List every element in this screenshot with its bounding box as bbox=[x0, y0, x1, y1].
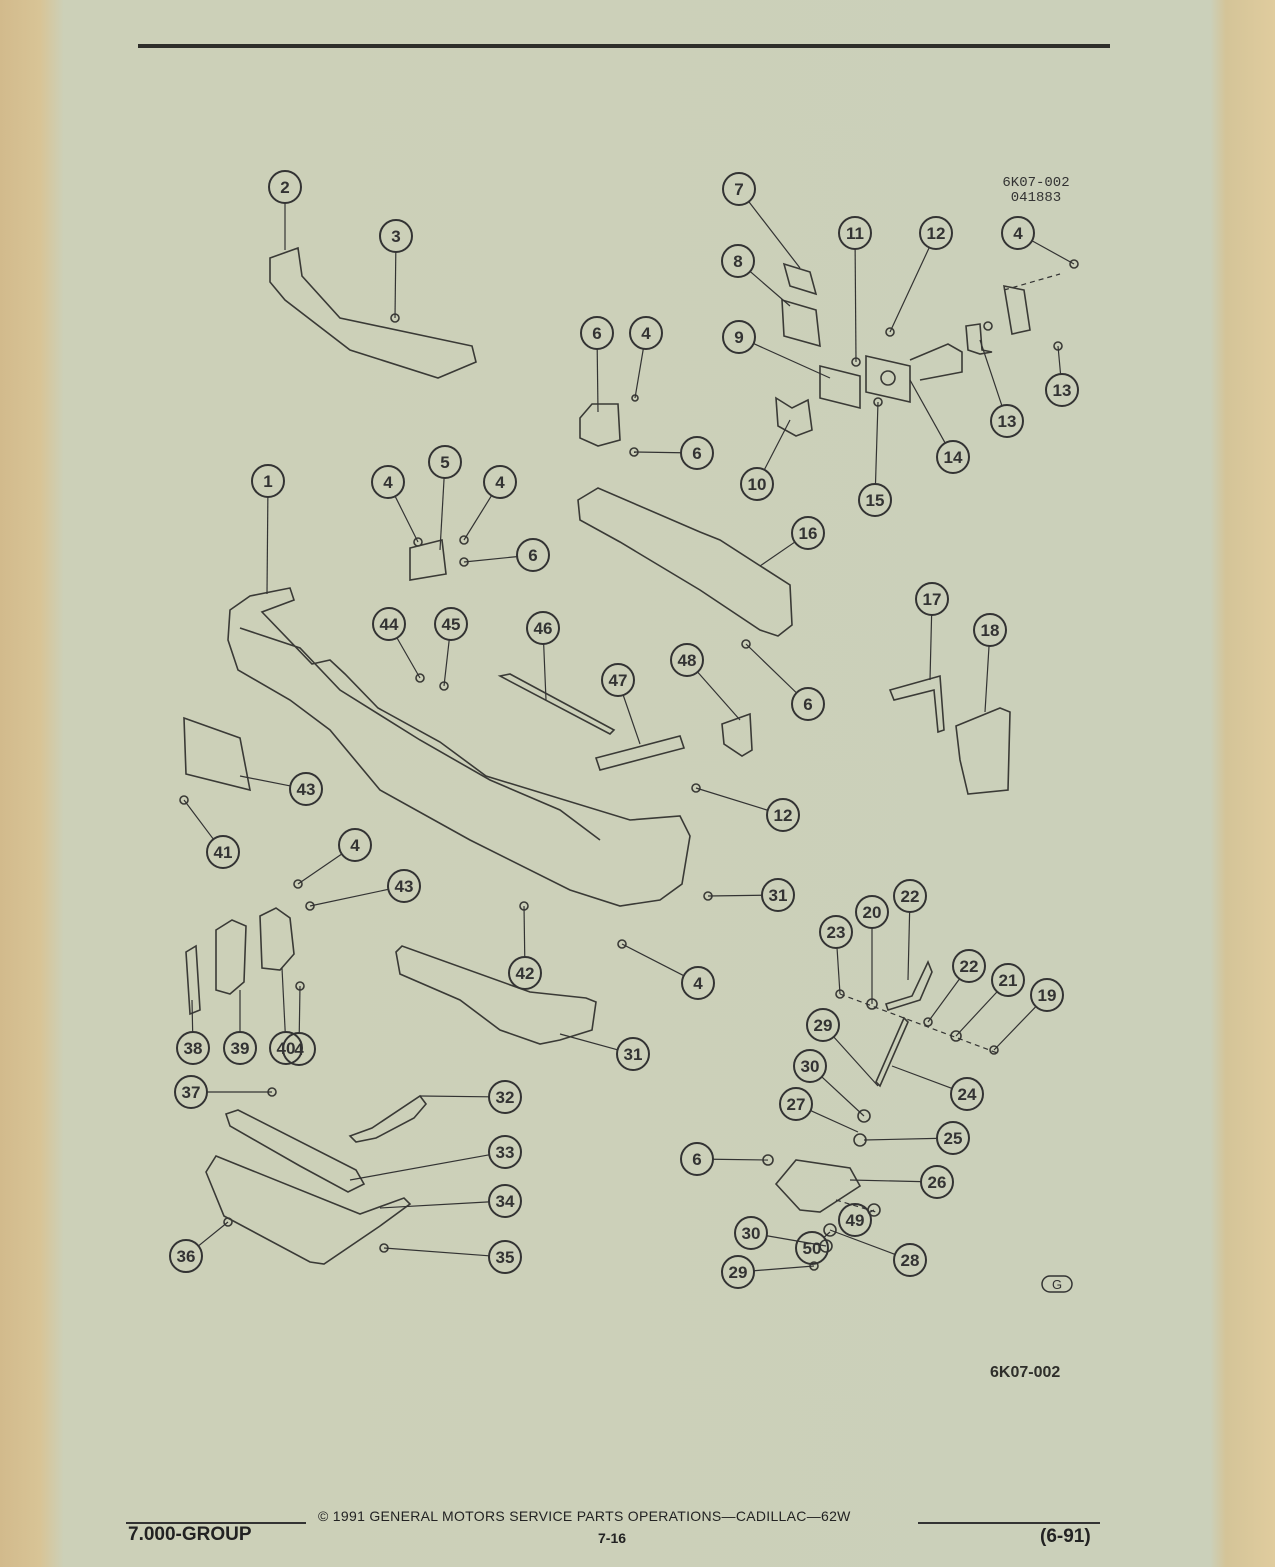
callout-10 bbox=[741, 468, 773, 500]
callout-number: 45 bbox=[441, 615, 461, 634]
callout-4 bbox=[372, 466, 404, 498]
callout-number: 4 bbox=[383, 473, 393, 492]
part-7-drawing bbox=[580, 404, 620, 446]
leader-36 bbox=[198, 1222, 228, 1246]
callout-1 bbox=[252, 465, 284, 497]
leader-12 bbox=[696, 788, 768, 810]
leader-25 bbox=[864, 1138, 937, 1140]
callout-48 bbox=[671, 644, 703, 676]
assembly-line-upper bbox=[840, 994, 1000, 1054]
callout-9 bbox=[723, 321, 755, 353]
part-11-drawing bbox=[776, 398, 812, 436]
callout-number: 29 bbox=[813, 1016, 833, 1035]
callout-number: 23 bbox=[826, 923, 846, 942]
callout-number: 35 bbox=[495, 1248, 515, 1267]
callout-number: 31 bbox=[623, 1045, 643, 1064]
leader-31 bbox=[708, 895, 762, 896]
callout-number: 49 bbox=[845, 1211, 865, 1230]
part-9-drawing bbox=[782, 300, 820, 346]
callout-27 bbox=[780, 1088, 812, 1120]
leader-22 bbox=[928, 979, 960, 1022]
callout-22 bbox=[953, 950, 985, 982]
leader-23 bbox=[837, 948, 840, 994]
footer-copyright: © 1991 GENERAL MOTORS SERVICE PARTS OPERATIONS—CADILLAC—62W bbox=[318, 1508, 851, 1524]
callout-42 bbox=[509, 957, 541, 989]
leader-31 bbox=[560, 1034, 618, 1050]
leader-6 bbox=[746, 644, 797, 693]
callout-18 bbox=[974, 614, 1006, 646]
part-1-lip bbox=[240, 628, 600, 840]
callout-number: 27 bbox=[786, 1095, 806, 1114]
leader-40 bbox=[282, 968, 285, 1032]
part-34-drawing bbox=[350, 1096, 426, 1142]
leader-10 bbox=[764, 420, 790, 470]
callout-number: 4 bbox=[294, 1040, 304, 1059]
part-24-drawing bbox=[886, 962, 932, 1010]
callout-6 bbox=[581, 317, 613, 349]
callout-30 bbox=[794, 1050, 826, 1082]
leader-19 bbox=[994, 1007, 1036, 1050]
callout-number: 11 bbox=[846, 224, 864, 243]
leader-35 bbox=[384, 1248, 489, 1256]
callout-5 bbox=[429, 446, 461, 478]
callout-number: 40 bbox=[276, 1039, 296, 1058]
footer-rule-right bbox=[918, 1522, 1100, 1524]
callout-2 bbox=[269, 171, 301, 203]
leader-27 bbox=[811, 1111, 858, 1132]
callout-21 bbox=[992, 964, 1024, 996]
callout-6 bbox=[517, 539, 549, 571]
callout-6 bbox=[792, 688, 824, 720]
callout-13 bbox=[1046, 374, 1078, 406]
callout-number: 3 bbox=[391, 227, 401, 246]
callout-number: 26 bbox=[927, 1173, 947, 1192]
callout-number: 4 bbox=[1013, 224, 1023, 243]
callout-number: 6 bbox=[592, 324, 602, 343]
callout-16 bbox=[792, 517, 824, 549]
callout-31 bbox=[762, 879, 794, 911]
callout-number: 41 bbox=[213, 843, 233, 862]
callout-45 bbox=[435, 608, 467, 640]
callout-number: 36 bbox=[176, 1247, 196, 1266]
part-10-drawing bbox=[820, 366, 860, 408]
callout-number: 29 bbox=[728, 1263, 748, 1282]
part-16-drawing bbox=[866, 356, 910, 402]
leader-6 bbox=[634, 452, 681, 453]
callout-49 bbox=[839, 1204, 871, 1236]
part-50-drawing bbox=[722, 714, 752, 756]
leader-4 bbox=[1032, 241, 1074, 264]
part-16-cylinder bbox=[910, 344, 962, 380]
leader-4 bbox=[622, 944, 684, 976]
leader-4 bbox=[464, 496, 492, 540]
callout-number: 20 bbox=[862, 903, 882, 922]
callout-3 bbox=[380, 220, 412, 252]
callout-15 bbox=[859, 484, 891, 516]
figure-ref-date: 041883 bbox=[1010, 190, 1062, 206]
leader-6 bbox=[713, 1159, 768, 1160]
callout-37 bbox=[175, 1076, 207, 1108]
callout-number: 42 bbox=[515, 964, 535, 983]
callout-number: 13 bbox=[1052, 381, 1072, 400]
callout-44 bbox=[373, 608, 405, 640]
callout-number: 5 bbox=[440, 453, 450, 472]
callout-29 bbox=[722, 1256, 754, 1288]
figure-id: 6K07-002 bbox=[990, 1364, 1061, 1381]
callout-24 bbox=[951, 1078, 983, 1110]
callout-number: 9 bbox=[734, 328, 744, 347]
callout-number: 32 bbox=[495, 1088, 515, 1107]
part-28-drawing bbox=[776, 1160, 860, 1212]
svg-text:G: G bbox=[1051, 1277, 1063, 1292]
leader-30 bbox=[822, 1077, 864, 1116]
part-16-bore bbox=[881, 371, 895, 385]
callout-number: 28 bbox=[900, 1251, 920, 1270]
footer-date: (6-91) bbox=[1040, 1526, 1091, 1547]
callout-29 bbox=[807, 1009, 839, 1041]
callout-number: 7 bbox=[734, 180, 744, 199]
callout-6 bbox=[681, 1143, 713, 1175]
callout-number: 47 bbox=[608, 671, 628, 690]
part-20-drawing bbox=[956, 708, 1010, 794]
leader-lines bbox=[181, 202, 1074, 1271]
callout-number: 34 bbox=[495, 1192, 515, 1211]
callout-28 bbox=[894, 1244, 926, 1276]
callout-17 bbox=[916, 583, 948, 615]
leader-4 bbox=[299, 986, 300, 1033]
callout-number: 8 bbox=[733, 252, 743, 271]
callout-50 bbox=[796, 1232, 828, 1264]
leader-24 bbox=[892, 1066, 952, 1088]
frame-end-drawing bbox=[1004, 286, 1030, 334]
part-45-drawing bbox=[184, 718, 250, 790]
leader-13 bbox=[980, 340, 1002, 406]
leader-9 bbox=[754, 344, 830, 378]
callout-43 bbox=[388, 870, 420, 902]
leader-44 bbox=[397, 638, 420, 678]
leader-16 bbox=[760, 542, 795, 566]
part-1-drawing bbox=[228, 588, 690, 906]
leader-6 bbox=[464, 557, 517, 562]
leader-22 bbox=[908, 912, 910, 980]
callout-number: 6 bbox=[803, 695, 813, 714]
page-footer bbox=[0, 1500, 1275, 1560]
callout-43 bbox=[290, 773, 322, 805]
leader-14 bbox=[910, 380, 945, 443]
callout-number: 38 bbox=[183, 1039, 203, 1058]
part-15-drawing bbox=[966, 324, 992, 354]
callout-46 bbox=[527, 612, 559, 644]
leader-47 bbox=[623, 695, 640, 744]
callout-39 bbox=[224, 1032, 256, 1064]
callout-number: 4 bbox=[641, 324, 651, 343]
part-18-drawing bbox=[578, 488, 792, 636]
callout-number: 12 bbox=[773, 806, 793, 825]
callout-number: 50 bbox=[802, 1239, 822, 1258]
leader-48 bbox=[698, 672, 740, 720]
callout-34 bbox=[489, 1185, 521, 1217]
part-19-drawing bbox=[890, 676, 944, 732]
footer-group: 7.000-GROUP bbox=[128, 1524, 252, 1545]
callout-22 bbox=[894, 880, 926, 912]
callout-number: 24 bbox=[957, 1085, 977, 1104]
callout-number: 44 bbox=[379, 615, 399, 634]
leader-29 bbox=[834, 1037, 878, 1086]
leader-4 bbox=[395, 496, 418, 542]
leader-4 bbox=[635, 349, 643, 398]
callout-number: 30 bbox=[741, 1224, 761, 1243]
callout-number: 6 bbox=[692, 444, 702, 463]
leader-26 bbox=[850, 1180, 921, 1182]
callout-20 bbox=[856, 896, 888, 928]
part-48-drawing bbox=[500, 674, 614, 734]
callout-number: 43 bbox=[296, 780, 316, 799]
callout-number: 39 bbox=[230, 1039, 250, 1058]
callout-4 bbox=[682, 967, 714, 999]
callout-number: 6 bbox=[528, 546, 538, 565]
callout-8 bbox=[722, 245, 754, 277]
callout-12 bbox=[767, 799, 799, 831]
callout-number: 4 bbox=[693, 974, 703, 993]
callout-number: 12 bbox=[926, 224, 946, 243]
callout-26 bbox=[921, 1166, 953, 1198]
part-42-drawing bbox=[260, 908, 294, 970]
part-33-drawing bbox=[396, 946, 596, 1044]
callout-number: 2 bbox=[280, 178, 290, 197]
callout-35 bbox=[489, 1241, 521, 1273]
leader-7 bbox=[749, 202, 800, 268]
callout-7 bbox=[723, 173, 755, 205]
leader-8 bbox=[750, 271, 790, 306]
callout-4 bbox=[484, 466, 516, 498]
callout-number: 17 bbox=[922, 590, 942, 609]
leader-34 bbox=[380, 1202, 489, 1208]
leader-18 bbox=[985, 646, 989, 712]
callout-number: 37 bbox=[181, 1083, 201, 1102]
leader-45 bbox=[444, 640, 449, 686]
callout-14 bbox=[937, 441, 969, 473]
callout-4 bbox=[339, 829, 371, 861]
leader-32 bbox=[420, 1096, 489, 1097]
callout-number: 4 bbox=[350, 836, 360, 855]
leader-15 bbox=[875, 402, 878, 484]
callouts bbox=[170, 171, 1078, 1288]
callout-number: 33 bbox=[495, 1143, 515, 1162]
callout-number: 18 bbox=[980, 621, 1000, 640]
callout-41 bbox=[207, 836, 239, 868]
leader-41 bbox=[184, 800, 213, 839]
callout-31 bbox=[617, 1038, 649, 1070]
callout-number: 6 bbox=[692, 1150, 702, 1169]
callout-number: 31 bbox=[768, 886, 788, 905]
callout-4 bbox=[630, 317, 662, 349]
leader-29 bbox=[754, 1266, 814, 1271]
part-26-drawing bbox=[876, 1018, 908, 1086]
leader-3 bbox=[395, 252, 396, 318]
callout-12 bbox=[920, 217, 952, 249]
callout-38 bbox=[177, 1032, 209, 1064]
figure-ref-number: 6K07-002 bbox=[1002, 175, 1070, 191]
callout-36 bbox=[170, 1240, 202, 1272]
callout-13 bbox=[991, 405, 1023, 437]
part-49-drawing bbox=[596, 736, 684, 770]
callout-number: 14 bbox=[943, 448, 963, 467]
callout-47 bbox=[602, 664, 634, 696]
part-8-drawing bbox=[784, 264, 816, 294]
leader-11 bbox=[855, 249, 856, 362]
callout-number: 25 bbox=[943, 1129, 963, 1148]
callout-number: 43 bbox=[394, 877, 414, 896]
callout-6 bbox=[681, 437, 713, 469]
leader-4 bbox=[298, 854, 342, 884]
callout-number: 46 bbox=[533, 619, 553, 638]
gm-logo-icon bbox=[1042, 1276, 1072, 1292]
callout-33 bbox=[489, 1136, 521, 1168]
callout-number: 10 bbox=[747, 475, 767, 494]
callout-number: 4 bbox=[495, 473, 505, 492]
callout-number: 19 bbox=[1037, 986, 1057, 1005]
callout-4 bbox=[1002, 217, 1034, 249]
footer-page-number: 7-16 bbox=[598, 1530, 627, 1546]
callout-number: 1 bbox=[263, 472, 273, 491]
part-41-drawing bbox=[216, 920, 246, 994]
callout-number: 15 bbox=[865, 491, 885, 510]
leader-38 bbox=[192, 1000, 193, 1032]
callout-number: 48 bbox=[677, 651, 697, 670]
part-40-drawing bbox=[186, 946, 200, 1014]
part-2-drawing bbox=[270, 248, 476, 378]
callout-number: 22 bbox=[900, 887, 920, 906]
leader-21 bbox=[956, 992, 997, 1036]
leader-42 bbox=[524, 906, 525, 957]
leader-43 bbox=[310, 889, 388, 906]
part-illustrations bbox=[180, 248, 1078, 1270]
callout-number: 22 bbox=[959, 957, 979, 976]
callout-23 bbox=[820, 916, 852, 948]
callout-number: 16 bbox=[798, 524, 818, 543]
leader-12 bbox=[890, 248, 929, 332]
callout-19 bbox=[1031, 979, 1063, 1011]
callout-number: 21 bbox=[998, 971, 1018, 990]
leader-33 bbox=[350, 1155, 489, 1180]
hardware bbox=[180, 260, 1078, 1270]
callout-number: 30 bbox=[800, 1057, 820, 1076]
leader-17 bbox=[930, 615, 932, 680]
callout-11 bbox=[839, 217, 871, 249]
callout-25 bbox=[937, 1122, 969, 1154]
callout-32 bbox=[489, 1081, 521, 1113]
callout-30 bbox=[735, 1217, 767, 1249]
callout-number: 13 bbox=[997, 412, 1017, 431]
leader-1 bbox=[267, 497, 268, 594]
part-35-drawing bbox=[226, 1110, 364, 1192]
leader-6 bbox=[597, 349, 598, 412]
